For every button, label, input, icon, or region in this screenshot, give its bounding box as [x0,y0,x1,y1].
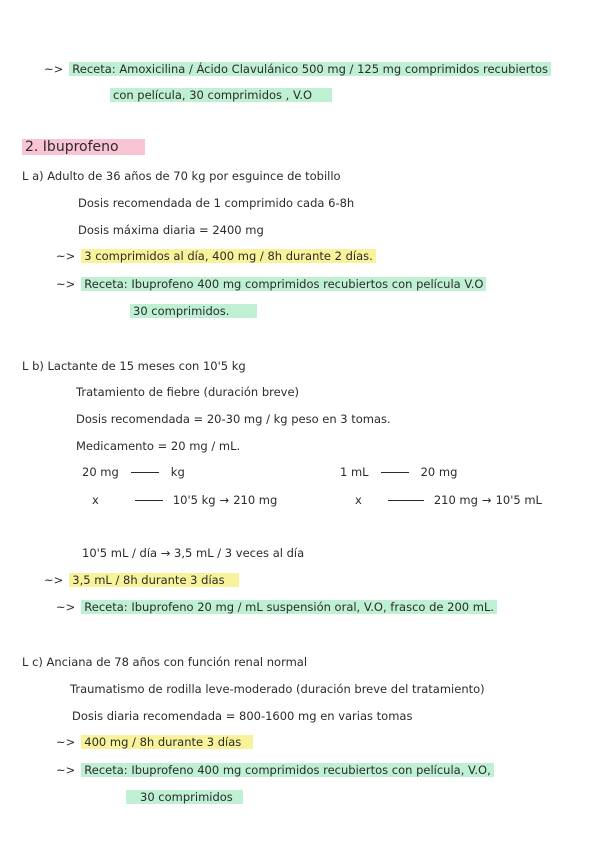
section-heading-ibuprofeno [22,139,145,155]
case-b-title: L b) Lactante de 15 meses con 10'5 kg [22,359,246,373]
case-b-receta [56,599,497,615]
amox-receta-line1 [44,61,551,77]
calc2-right-c: 10'5 mL [495,493,542,507]
squiggle-arrow-icon: ~> [56,735,76,749]
calc1-left-a: 20 mg [82,465,119,479]
calc2-left-c: 210 mg [233,493,278,507]
case-c-pauta-text: 400 mg / 8h durante 3 días [81,735,253,749]
case-c-dosis: Dosis diaria recomendada = 800-1600 mg en varias tomas [72,709,413,723]
calc2-left-b: 10'5 kg [172,493,216,507]
case-a-receta-line2 [130,303,257,319]
section-heading-text: 2. Ibuprofeno [22,139,145,155]
squiggle-arrow-icon: ~> [56,277,76,291]
case-b-tratamiento: Tratamiento de fiebre (duración breve) [76,385,300,399]
case-a-title: L a) Adulto de 36 años de 70 kg por esguince de tobillo [22,169,341,183]
case-b-pauta-text: 3,5 mL / 8h durante 3 días [69,573,238,587]
case-c-receta-line1 [56,762,494,778]
calc2-right [355,493,542,507]
calc2-right-a: x [355,493,362,507]
amox-receta-line2-text: con película, 30 comprimidos , V.O [110,88,332,102]
case-b-pauta [44,572,239,588]
case-c-receta-line2 [126,789,243,805]
calc2-left-a: x [92,493,99,507]
squiggle-arrow-icon: ~> [56,600,76,614]
case-c-receta-text: Receta: Ibuprofeno 400 mg comprimidos recubiertos con película, V.O, [81,763,494,777]
case-b-receta-text: Receta: Ibuprofeno 20 mg / mL suspensión oral, V.O, frasco de 200 mL. [81,600,497,614]
case-a-dosis: Dosis recomendada de 1 comprimido cada 6-8h [78,196,355,210]
calc1-right-b: 20 mg [420,465,458,479]
calc1-left [82,465,185,479]
case-b-medicamento: Medicamento = 20 mg / mL. [76,439,241,453]
calc1-left-b: kg [170,465,185,479]
calc1-right [340,465,457,479]
calc1-right-a: 1 mL [340,465,369,479]
case-b-dosis: Dosis recomendada = 20-30 mg / kg peso en 3 tomas. [76,412,391,426]
case-c-title: L c) Anciana de 78 años con función renal normal [22,655,308,669]
calc2-left [92,493,277,507]
case-c-traumatismo: Traumatismo de rodilla leve-moderado (duración breve del tratamiento) [70,682,485,696]
squiggle-arrow-icon: ~> [56,249,76,263]
case-b-dia: 10'5 mL / día → 3,5 mL / 3 veces al día [82,546,305,560]
amox-receta-text: Receta: Amoxicilina / Ácido Clavulánico 500 mg / 125 mg comprimidos recubiertos [69,62,551,76]
arrow-right-icon: → [219,493,230,507]
squiggle-arrow-icon: ~> [44,62,64,76]
case-c-pauta [56,734,253,750]
calc2-right-b: 210 mg [433,493,478,507]
case-c-receta-line2-text: 30 comprimidos [126,790,243,804]
case-a-receta-line2-text: 30 comprimidos. [130,304,257,318]
squiggle-arrow-icon: ~> [56,763,76,777]
case-a-pauta [56,248,376,264]
arrow-right-icon: → [481,493,492,507]
amox-receta-line2 [110,87,332,103]
case-a-pauta-text: 3 comprimidos al día, 400 mg / 8h durante 2 días. [81,249,376,263]
case-a-max: Dosis máxima diaria = 2400 mg [78,223,264,237]
case-a-receta-line1 [56,276,486,292]
squiggle-arrow-icon: ~> [44,573,64,587]
case-a-receta-text: Receta: Ibuprofeno 400 mg comprimidos recubiertos con película V.O [81,277,486,291]
